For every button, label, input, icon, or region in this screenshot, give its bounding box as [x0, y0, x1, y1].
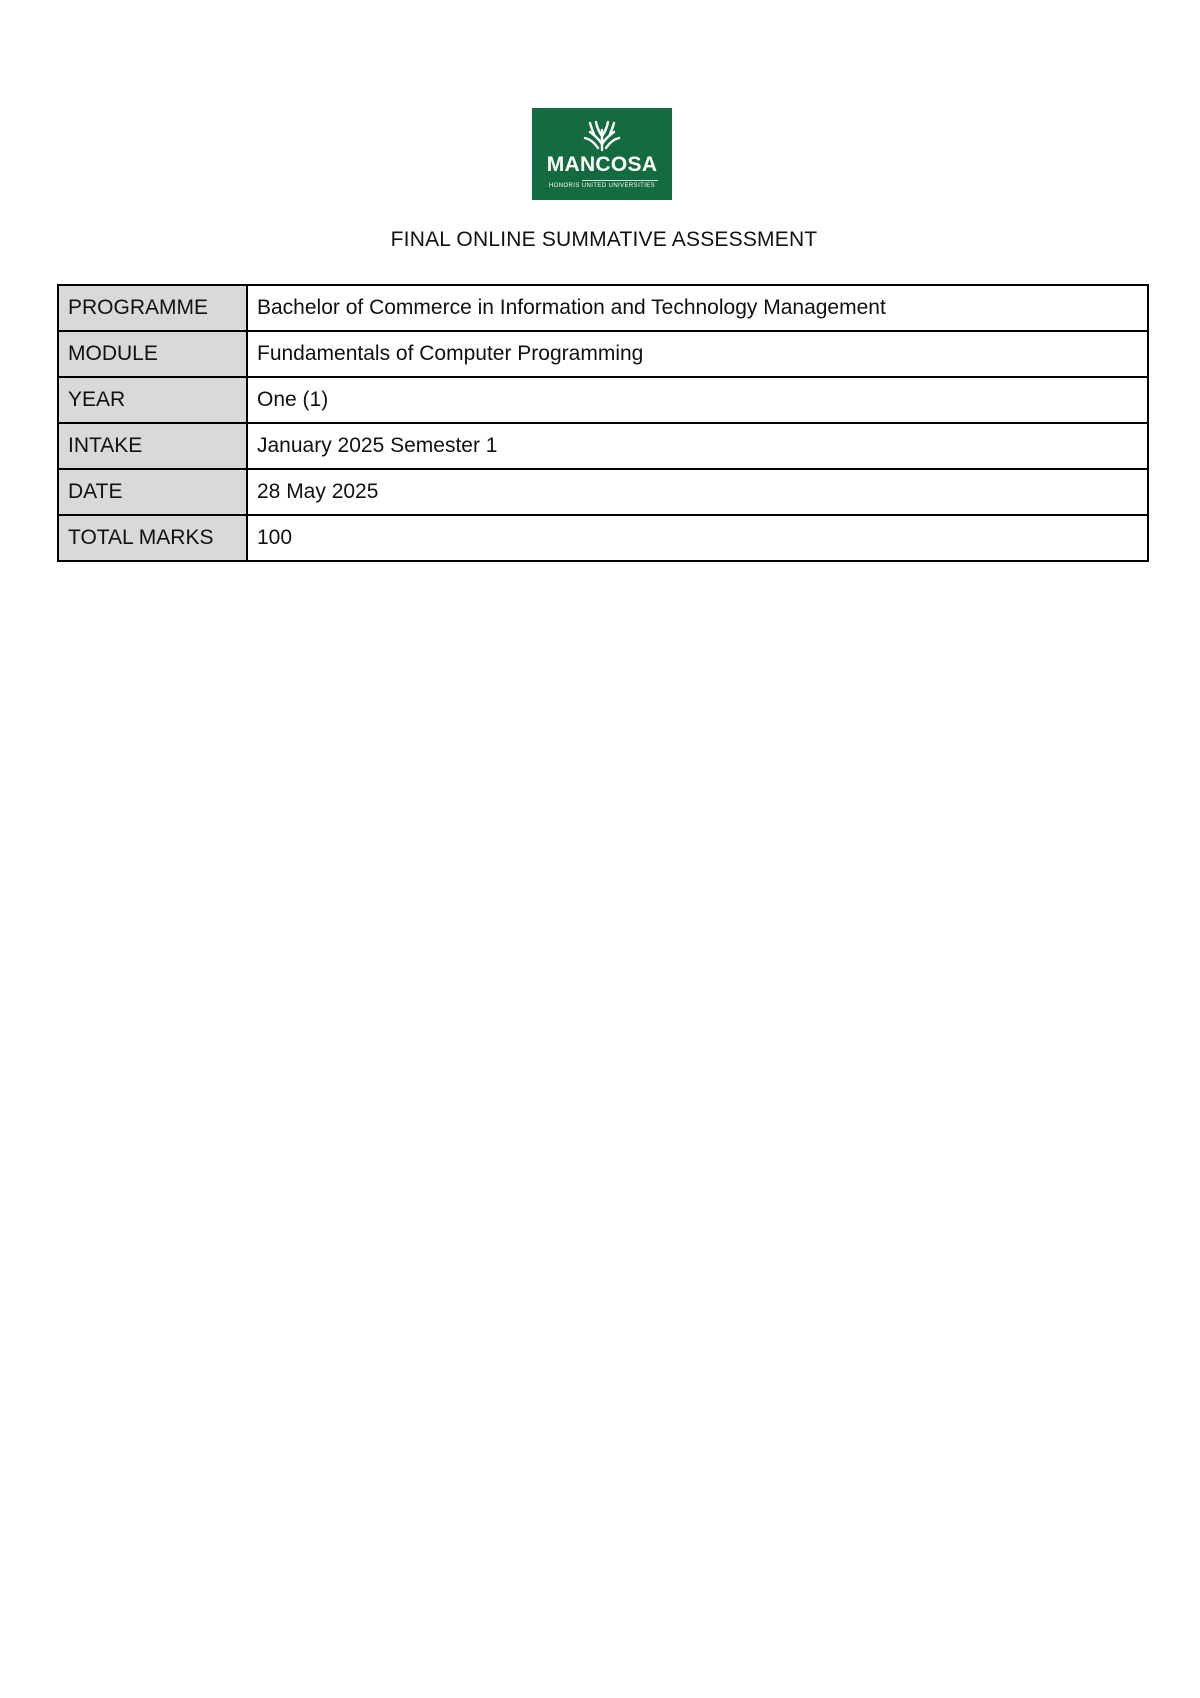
table-row: [58, 469, 1148, 515]
row-label: INTAKE: [58, 423, 247, 469]
row-label: MODULE: [58, 331, 247, 377]
row-label: PROGRAMME: [58, 285, 247, 331]
row-value: 28 May 2025: [247, 469, 1148, 515]
assessment-info-table: [57, 284, 1149, 562]
logo-divider: [582, 180, 658, 181]
row-label: DATE: [58, 469, 247, 515]
table-row: [58, 331, 1148, 377]
row-value: Fundamentals of Computer Programming: [247, 331, 1148, 377]
table-row: [58, 423, 1148, 469]
row-value: January 2025 Semester 1: [247, 423, 1148, 469]
table-row: [58, 515, 1148, 561]
logo-subtext: HONORIS UNITED UNIVERSITIES: [548, 183, 656, 189]
row-value: One (1): [247, 377, 1148, 423]
row-label: YEAR: [58, 377, 247, 423]
row-value: 100: [247, 515, 1148, 561]
mancosa-logo: [532, 108, 672, 200]
table-row: [58, 377, 1148, 423]
document-title: FINAL ONLINE SUMMATIVE ASSESSMENT: [390, 228, 818, 251]
logo-wordmark: MANCOSA: [546, 153, 658, 176]
table-row: [58, 285, 1148, 331]
row-value: Bachelor of Commerce in Information and Technology Management: [247, 285, 1148, 331]
row-label: TOTAL MARKS: [58, 515, 247, 561]
